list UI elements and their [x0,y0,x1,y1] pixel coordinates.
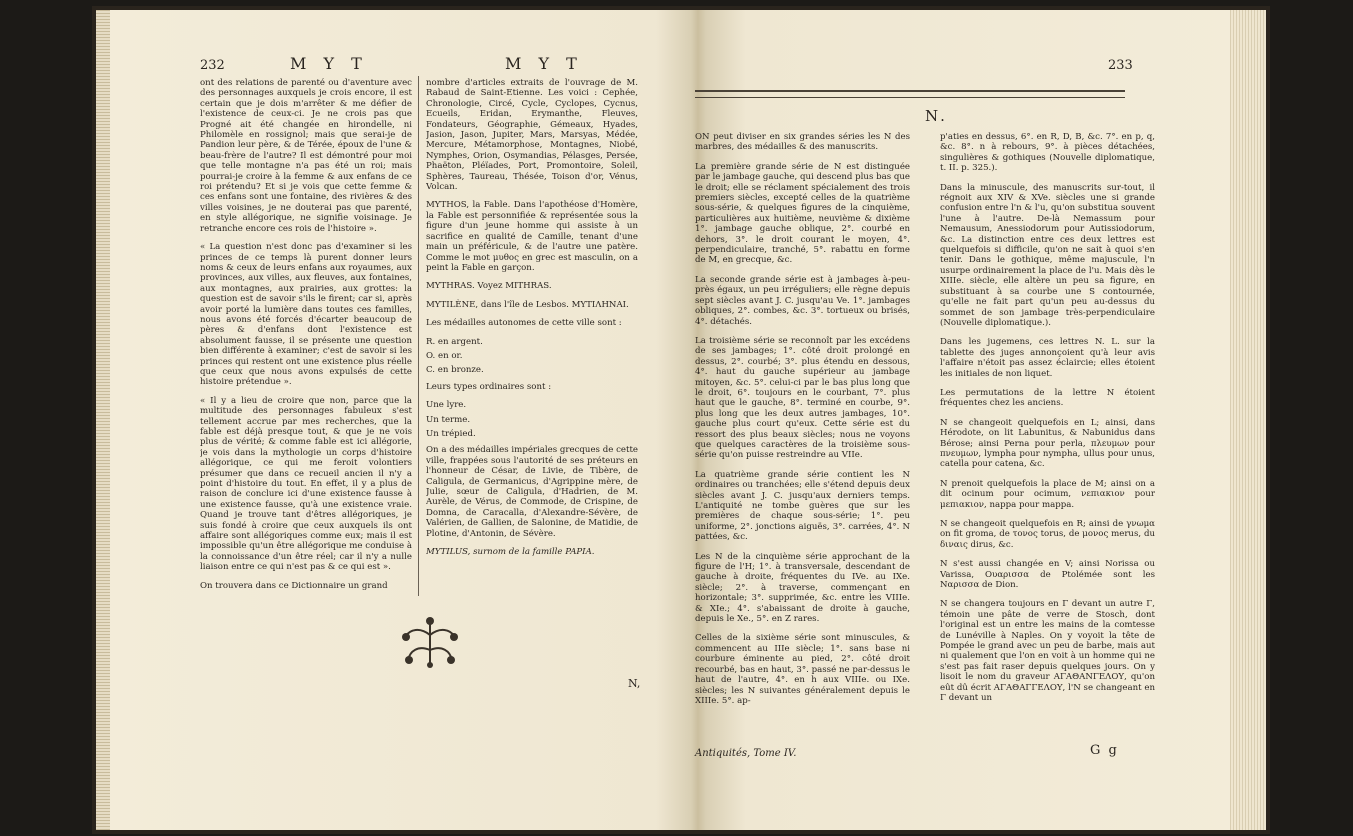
right-column-a [695,132,910,715]
list-item: C. en bronze. [426,365,484,376]
column-rule [418,76,419,596]
right-page-number: 233 [1108,58,1133,73]
paragraph: Dans les jugemens, ces lettres N. L. sur la tablette des juges annonçoient qu'à leur avis l'affaire n'étoit pas assez éclaircie; elles étoient les initiales de non liquet. [940,337,1155,379]
left-column-b [426,78,638,565]
paragraph: ont des relations de parenté ou d'aventure avec des personnages auxquels je crois encore, il est certain que je dois m'arrêter & me défier de l'existence de ceux-ci. Je ne crois pas que Progné ait été changée en hirondelle, ni Philomèle en rossignol; mais que serai-je de Pandion leur père, & de Térée, époux de l'une & beau-frère de l'autre? Il est démontré pour moi que telle montagne n'a pas été un roi; mais pourrai-je croire à la femme & aux enfans de ce roi prétendu? Et si je vois que cette femme & ces enfans sont une fontaine, des rivières & des villes voisines, je ne douterai pas que parenté, en style allégorique, ne signifie voisinage. Je retranche encore ces rois de l'histoire ». [200,78,412,234]
paragraph: Celles de la sixième série sont minuscules, & commencent au IIIe siècle; 1°. sans base ni courbure éminente au pied, 2°. côté droit recourbé, bas en haut, 3°. passé ne par-dessus le haut de l'autre, 4°. en h aux VIIIe. ou IXe. siècles; les N suivantes généralement depuis le XIIIe. 5°. ap- [695,633,910,706]
paragraph: p'aties en dessus, 6°. en R, D, B, &c. 7°. en p, q, &c. 8°. n à rebours, 9°. à pièces détachées, singulières & gothiques (Nouvelle diplomatique, t. II. p. 325.). [940,132,1155,174]
volume-footer: Antiquités, Tome IV. [695,748,797,759]
list-item: Un terme. [426,414,471,425]
paragraph: La quatrième grande série contient les N ordinaires ou tranchées; elle s'étend depuis deux siècles avant J. C. jusqu'aux derniers temps. L'antiquité ne tombe guères que sur les premières de chaque sous-série; 1°. peu uniforme, 2°. jonctions aiguës, 3°. carrées, 4°. N pattées, &c. [695,469,910,543]
paragraph: La troisième série se reconnoît par les excédens de ses jambages; 1°. côté droit prolongé en dessus, 2°. courbé; 3°. plus étendu en dessous, 4°. haut du gauche supérieur au jambage mitoyen, &c. 5°. celui-ci par le bas plus long que le droit, 6°. toujours en le courbant, 7°. plus haut que le gauche, 8°. terminé en courbe, 9°. plus long que les deux autres jambages, 10°. gauche plus court qu'eux. Cette série est du ressort des plus beaux siècles; nous ne voyons que quelques caractères de la troisième sous-série qu'on puisse restreindre au VIIe. [695,335,910,461]
signature-mark: N, [628,677,641,690]
paragraph: MYTHRAS. Voyez MITHRAS. [426,281,552,292]
paragraph: N se changera toujours en Γ devant un autre Γ, témoin une pâte de verre de Stosch, dont l'original est un entre les mains de la comtesse de Lunéville à Naples. On y voyoit la tête de Pompée le grand avec un peu de barbe, mais aut ni qualement que l'on en voit à un homme qui ne s'est pas fait raser depuis quelques jours. On y lisoit le nom du graveur ΑΓΑΘΑΝΓΕΛΟΥ, qu'on eût dû écrit ΑΓΑΘΑΓΓΕΛΟΥ, l'N se changeant en Γ devant un [940,599,1155,704]
paragraph: ON peut diviser en six grandes séries les N des marbres, des médailles & des manuscrits. [695,132,910,153]
left-page-edges [96,10,110,830]
list-item: Une lyre. [426,400,467,411]
paragraph: Les permutations de la lettre N étoient fréquentes chez les anciens. [940,387,1155,409]
paragraph: « La question n'est donc pas d'examiner si les princes de ce temps là purent donner leurs noms & ceux de leurs enfans aux royaumes, aux provinces, aux villes, aux fleuves, aux fontaines, aux montagnes, aux prairies, aux grottes: la question est de savoir s'ils le firent; car si, après avoir porté la lumière dans toutes ces familles, nous avons été forcés d'écarter beaucoup de pères & d'enfans dont l'existence est absolument fausse, il se présente une question bien différente à examiner; c'est de savoir si les princes qui restent ont une existence plus réelle que ceux que nous avons expulsés de cette histoire prétendue ». [200,242,412,388]
left-heading-b: M Y T [505,54,583,73]
paragraph: N s'est aussi changée en V; ainsi Norissa ou Varissa, Ουαρισσα de Ptolémée sont les Ναρισσα de Dion. [940,559,1155,591]
floral-ornament [400,615,460,670]
paragraph: « Il y a lieu de croire que non, parce que la multitude des personnages fabuleux s'est tellement accrue par mes recherches, que la fable est déjà presque tout, & que je ne vois plus de vérité; & comme fable est ici allégorie, je vois dans la mythologie un corps d'histoire allégorique, ce qui me feroit volontiers présumer que dans ce recueil ancien il n'y a point d'histoire du tout. En effet, il y a plus de raison de conclure ici d'une existence fausse à une existence fausse, qu'à une existence vraie. Quand je trouve tant d'êtres allégoriques, je suis fondé à croire que ceux auxquels ils ont affaire sont allégoriques comme eux; mais il est impossible qu'un être allégorique me conduise à la connoissance d'un être réel; car il n'y a nulle liaison entre ce qui n'est pas & ce qui est ». [200,395,412,573]
paragraph: Dans la minuscule, des manuscrits sur-tout, il régnoit aux XIV & XVe. siècles une si grande confusion entre l'n & l'u, qu'on substitua souvent l'une à l'autre. De-là Nemassum pour Nemausum, Anessiodorum pour Autissiodorum, &c. La distinction entre ces deux lettres est quelquefois si difficile, qu'on ne sait à quoi s'en tenir. Dans le gothique, même majuscule, l'n usurpe ordinairement la place de l'u. Mais dès le XIIIe. siècle, elle altère un peu sa figure, en substituant à sa courbe une S contournée, qu'elle ne fait part qu'un peu au-dessus du sommet de son jambage très-perpendiculaire (Nouvelle diplomatique.). [940,182,1155,328]
paragraph: nombre d'articles extraits de l'ouvrage de M. Rabaud de Saint-Etienne. Les voici : Cephée, Chronologie, Circé, Cycle, Cyclopes, Cycnus, Ecueils, Eridan, Erymanthe, Fleuves, Fondateurs, Géographie, Gémeaux, Hyades, Jasion, Jason, Jupiter, Mars, Marsyas, Médée, Mercure, Métamorphose, Montagnes, Niobé, Nymphes, Orion, Osymandias, Pélasges, Persée, Phaëton, Pléïades, Port, Promontoire, Soleil, Sphères, Taureau, Thésée, Toison d'or, Vénus, Volcan. [426,78,638,193]
paragraph: On a des médailles impériales grecques de cette ville, frappées sous l'autorité de ses préteurs en l'honneur de César, de Livie, de Tibère, de Caligula, de Germanicus, d'Agrippine mère, de Julie, sœur de Caligula, d'Hadrien, de M. Aurèle, de Vérus, de Commode, de Crispine, de Domna, de Caracalla, d'Alexandre-Sévère, de Valérien, de Gallien, de Salonine, de Matidie, de Plotine, d'Antonin, de Sévère. [426,445,638,539]
paragraph: On trouvera dans ce Dictionnaire un grand [200,580,388,591]
header-rule [695,90,1125,98]
paragraph: N se changeoit quelquefois en L; ainsi, dans Hérodote, on lit Labunitus, & Nabunidus dans Bérose; ainsi Perna pour perla, πλευμων pour πνευμων, lympha pour nympha, ullus pour unus, catella pour catena, &c. [940,417,1155,470]
paragraph: Les médailles autonomes de cette ville sont : [426,318,622,329]
paragraph: Leurs types ordinaires sont : [426,381,552,392]
list-item: R. en argent. [426,336,483,347]
right-page-edges [1230,10,1266,830]
left-column-a [200,78,412,599]
paragraph: N se changeoit quelquefois en R; ainsi de γνωμα on fit groma, de τονος torus, de μονος merus, du διναις dirus, &c. [940,519,1155,550]
right-column-b [940,132,1155,713]
paragraph: La première grande série de N est distinguée par le jambage gauche, qui descend plus bas que le droit; elle se réclament spécialement des trois premiers siècles, excepté celles de la quatrième sous-série, & quelques figures de la cinquième, particulières aux huitième, neuvième & dixième 1°. jambage gauche oblique, 2°. courbé en dehors, 3°. le droit courant le moyen, 4°. perpendiculaire, tranché, 5°. rabattu en forme de M, en grecque, &c. [695,161,910,266]
paragraph: MYTILUS, surnom de la famille PAPIA. [426,547,595,558]
list-item: O. en or. [426,350,463,361]
left-heading-a: M Y T [290,54,368,73]
paragraph: Les N de la cinquième série approchant de la figure de l'H; 1°. à transversale, descendant de gauche à droite, fréquentes du IVe. au IXe. siècle; 2°. à traverse, commençant en horizontale; 3°. supprimée, &c. entre les VIIIe. & XIe.; 4°. s'abaissant de droite à gauche, depuis le Xe., 5°. en Z rares. [695,551,910,625]
paragraph: MYTHOS, la Fable. Dans l'apothéose d'Homère, la Fable est personnifiée & représentée sous la figure d'un jeune homme qui assiste à un sacrifice en qualité de Camille, tenant d'une main un préféricule, & de l'autre une patère. Comme le mot μυθος en grec est masculin, on a peint la Fable en garçon. [426,200,638,273]
paragraph: MYTILÈNE, dans l'île de Lesbos. ΜΥΤΙΛΗΝΑΙ. [426,299,629,310]
paragraph: N prenoit quelquefois la place de M; ainsi on a dit ocinum pour ocimum, νεπιακιον pour μεπιακιον, nappa pour mappa. [940,478,1155,510]
section-letter: N. [925,107,948,125]
left-page-number: 232 [200,58,225,73]
signature-mark: G g [1090,743,1119,758]
list-item: Un trépied. [426,428,476,439]
paragraph: La seconde grande série est à jambages à-peu-près égaux, un peu irréguliers; elle règne depuis sept siècles avant J. C. jusqu'au Ve. 1°. jambages obliques, 2°. combes, &c. 3°. tortueux ou brisés, 4°. détachés. [695,274,910,327]
